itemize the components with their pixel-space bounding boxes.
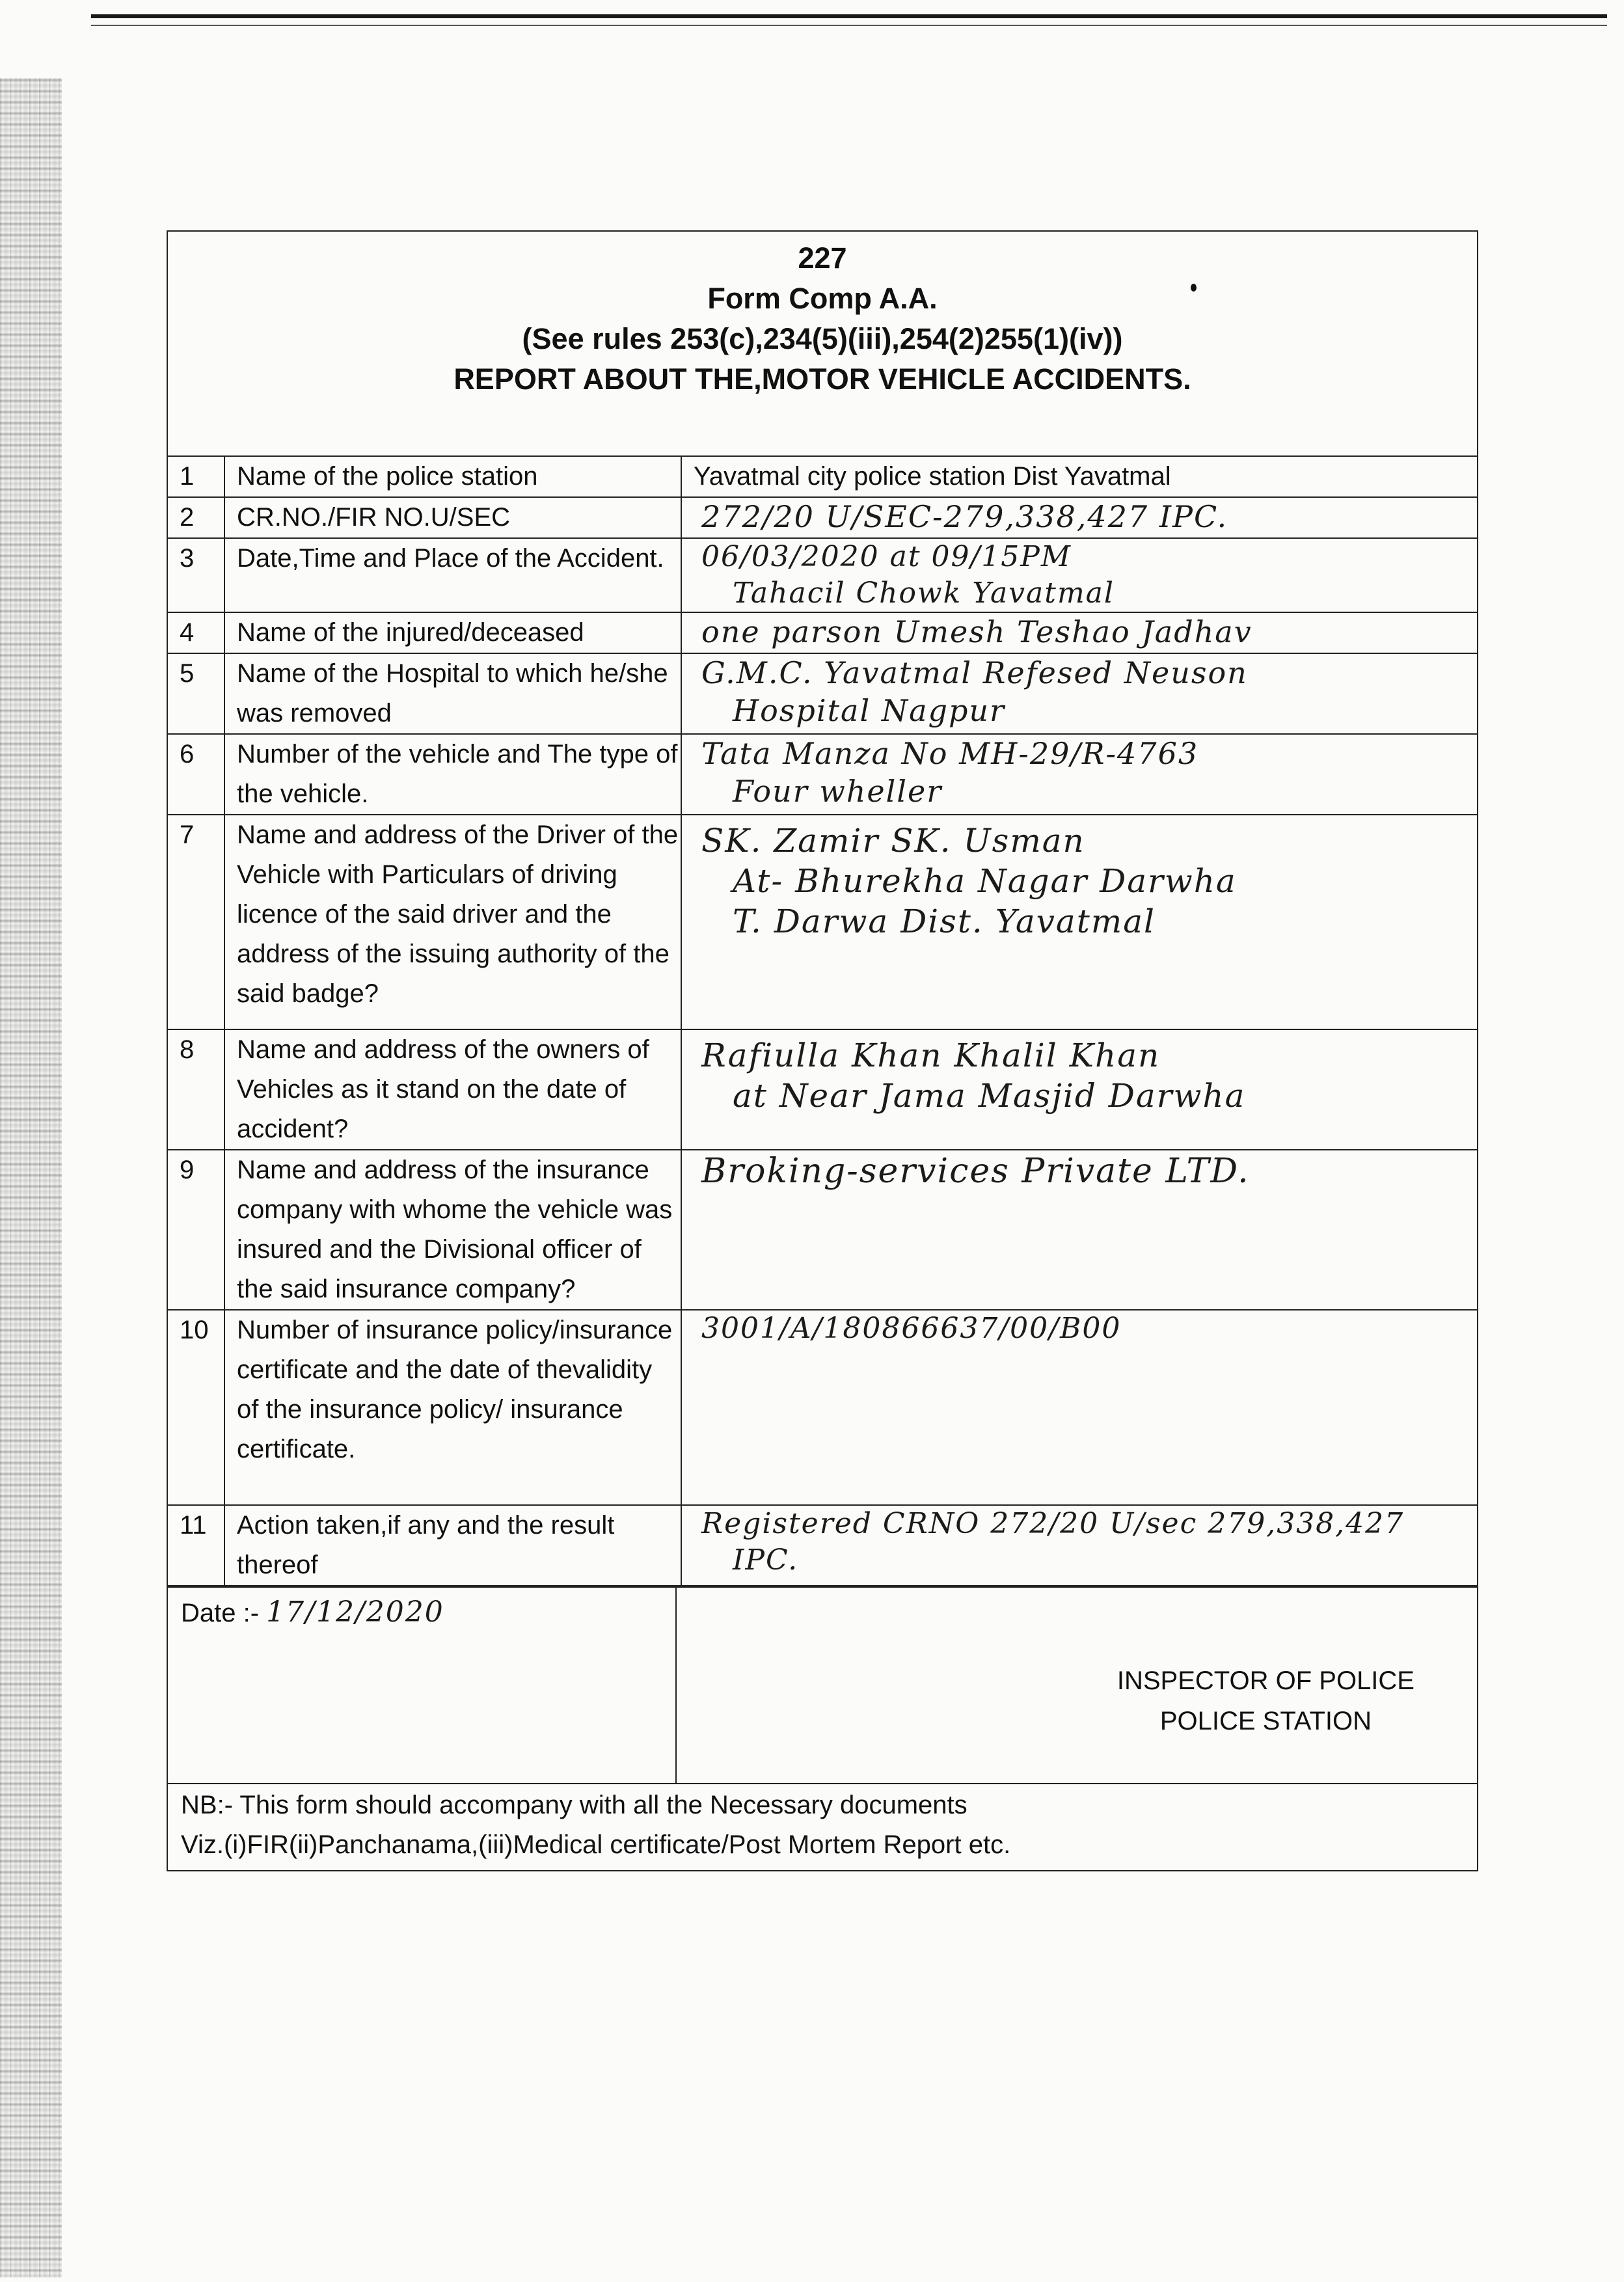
- footnote: [168, 1783, 1477, 1870]
- row-number: 10: [168, 1310, 224, 1505]
- row-label: Number of insurance policy/insurance certificate and the date of thevalidity of the insurance policy/ insurance certificate.: [224, 1310, 681, 1505]
- form-header: [168, 232, 1477, 457]
- row-value-line: Registered CRNO 272/20 U/sec 279,338,427: [701, 1507, 1405, 1540]
- form-title: REPORT ABOUT THE,MOTOR VEHICLE ACCIDENTS.: [453, 362, 1191, 396]
- form-rules: (See rules 253(c),234(5)(iii),254(2)255(1)(iv)): [522, 322, 1123, 355]
- form-row: [168, 1310, 1477, 1505]
- row-value: [681, 457, 1477, 497]
- row-value-line: Four wheller: [733, 774, 943, 809]
- row-label: Name and address of the owners of Vehicles as it stand on the date of accident?: [224, 1029, 681, 1150]
- row-value: [681, 1029, 1477, 1150]
- row-number: 2: [168, 497, 224, 538]
- row-value-line: Broking-services Private LTD.: [701, 1152, 1250, 1191]
- row-value: [681, 497, 1477, 538]
- row-value-line: G.M.C. Yavatmal Refesed Neuson: [701, 655, 1248, 690]
- row-label: Name of the Hospital to which he/she was removed: [224, 653, 681, 734]
- form-row: [168, 612, 1477, 653]
- row-value-line: 272/20 U/SEC-279,338,427 IPC.: [701, 499, 1228, 534]
- page-number: 227: [798, 241, 847, 275]
- row-value: [681, 1505, 1477, 1586]
- form-row: [168, 815, 1477, 1029]
- row-value: [681, 815, 1477, 1029]
- form-row: [168, 734, 1477, 815]
- date-value: 17/12/2020: [266, 1596, 444, 1629]
- row-value: [681, 734, 1477, 815]
- signatory-station: POLICE STATION: [1159, 1707, 1372, 1735]
- row-value-line: At- Bhurekha Nagar Darwha: [733, 862, 1237, 900]
- row-value: [681, 1310, 1477, 1505]
- row-value-line: Hospital Nagpur: [733, 693, 1006, 728]
- row-value-line: IPC.: [733, 1543, 799, 1577]
- row-value-line: Yavatmal city police station Dist Yavatmal: [694, 462, 1171, 491]
- form-row: [168, 1505, 1477, 1586]
- form-row: [168, 1029, 1477, 1150]
- form-row: [168, 457, 1477, 497]
- signature-cell: [677, 1588, 1477, 1783]
- form-row: [168, 1150, 1477, 1310]
- form-row: [168, 538, 1477, 612]
- row-value: [681, 653, 1477, 734]
- date-label: Date :-: [181, 1599, 267, 1627]
- signatory-block: [1117, 1661, 1414, 1741]
- signatory-title: INSPECTOR OF POLICE: [1116, 1666, 1414, 1695]
- row-label: CR.NO./FIR NO.U/SEC: [224, 497, 681, 538]
- row-label: Number of the vehicle and The type of the vehicle.: [224, 734, 681, 815]
- form-table: [168, 457, 1477, 1586]
- row-label: Date,Time and Place of the Accident.: [224, 538, 681, 612]
- form-row: [168, 497, 1477, 538]
- form-row: [168, 653, 1477, 734]
- form-name: Form Comp A.A.: [707, 282, 938, 315]
- scan-edge-top: [91, 14, 1607, 26]
- row-value-line: Tata Manza No MH-29/R-4763: [701, 736, 1199, 771]
- row-value-line: SK. Zamir SK. Usman: [701, 822, 1085, 860]
- row-number: 1: [168, 457, 224, 497]
- accident-report-form: [167, 230, 1478, 1871]
- row-label: Name of the police station: [224, 457, 681, 497]
- row-value: [681, 538, 1477, 612]
- row-label: Name of the injured/deceased: [224, 612, 681, 653]
- row-value-line: Rafiulla Khan Khalil Khan: [701, 1037, 1161, 1074]
- footnote-line-2: Viz.(i)FIR(ii)Panchanama,(iii)Medical certificate/Post Mortem Report etc.: [181, 1830, 1011, 1859]
- row-value-line: 06/03/2020 at 09/15PM: [701, 540, 1072, 573]
- row-value-line: at Near Jama Masjid Darwha: [733, 1077, 1246, 1115]
- row-value-line: 3001/A/180866637/00/B00: [701, 1312, 1122, 1345]
- row-label: Action taken,if any and the result thereof: [224, 1505, 681, 1586]
- row-number: 9: [168, 1150, 224, 1310]
- row-number: 11: [168, 1505, 224, 1586]
- row-number: 6: [168, 734, 224, 815]
- scan-edge-left: [0, 78, 62, 2277]
- row-number: 8: [168, 1029, 224, 1150]
- row-value-line: T. Darwa Dist. Yavatmal: [733, 903, 1156, 940]
- row-label: Name and address of the insurance company with whome the vehicle was insured and the Divisional officer of the said insurance company?: [224, 1150, 681, 1310]
- row-number: 5: [168, 653, 224, 734]
- row-number: 7: [168, 815, 224, 1029]
- row-value: [681, 1150, 1477, 1310]
- row-value-line: one parson Umesh Teshao Jadhav: [701, 614, 1252, 649]
- row-number: 4: [168, 612, 224, 653]
- date-cell: [168, 1588, 677, 1783]
- row-value: [681, 612, 1477, 653]
- footnote-line-1: NB:- This form should accompany with all the Necessary documents: [181, 1791, 968, 1819]
- footer-section: [168, 1586, 1477, 1783]
- row-label: Name and address of the Driver of the Vehicle with Particulars of driving licence of the said driver and the address of the issuing authority of the said badge?: [224, 815, 681, 1029]
- row-value-line: Tahacil Chowk Yavatmal: [733, 577, 1115, 610]
- row-number: 3: [168, 538, 224, 612]
